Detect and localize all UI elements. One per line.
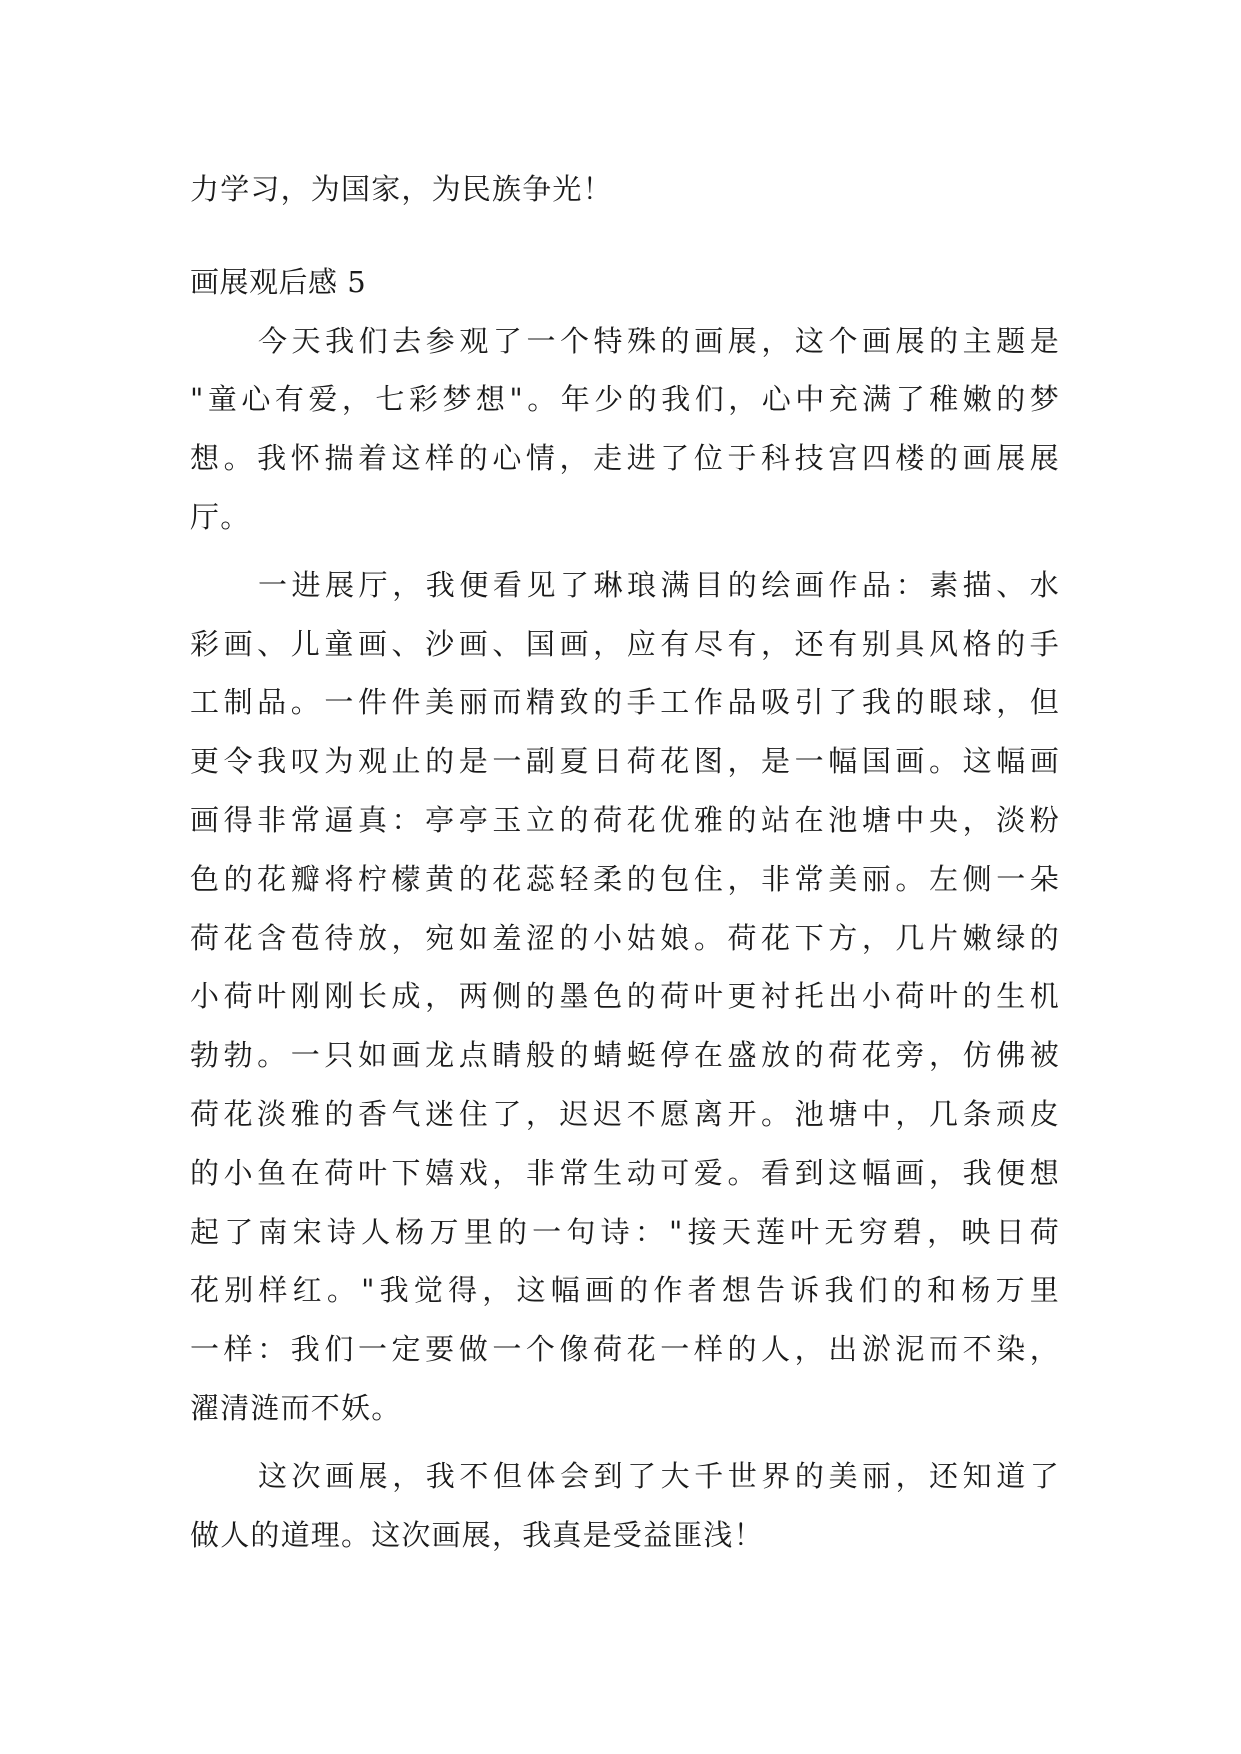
paragraph-line: 濯清涟而不妖。 (190, 1390, 402, 1425)
paragraph-3 (190, 1447, 1060, 1565)
paragraph-line: 一样：我们一定要做一个像荷花一样的人，出淤泥而不染， (190, 1332, 1060, 1367)
spacer (190, 547, 1060, 556)
paragraph-line: 厅。 (190, 499, 251, 534)
paragraph-line: 想。我怀揣着这样的心情，走进了位于科技宫四楼的画展展 (190, 441, 1060, 476)
paragraph-line: 更令我叹为观止的是一副夏日荷花图，是一幅国画。这幅画 (190, 744, 1060, 779)
paragraph-2 (190, 556, 1060, 1438)
paragraph-line: 小荷叶刚刚长成，两侧的墨色的荷叶更衬托出小荷叶的生机 (190, 979, 1060, 1014)
spacer (190, 219, 1060, 253)
paragraph-line: 色的花瓣将柠檬黄的花蕊轻柔的包住，非常美丽。左侧一朵 (190, 861, 1060, 896)
document-body (190, 160, 1060, 1564)
paragraph-line: 的小鱼在荷叶下嬉戏，非常生动可爱。看到这幅画，我便想 (190, 1155, 1060, 1190)
paragraph-line: 起了南宋诗人杨万里的一句诗："接天莲叶无穷碧，映日荷 (190, 1214, 1060, 1249)
paragraph-line: 勃勃。一只如画龙点睛般的蜻蜓停在盛放的荷花旁，仿佛被 (190, 1038, 1060, 1073)
paragraph-1 (190, 312, 1060, 547)
section-title: 画展观后感 5 (190, 264, 367, 299)
paragraph-line: 荷花含苞待放，宛如羞涩的小姑娘。荷花下方，几片嫩绿的 (190, 920, 1060, 955)
paragraph-line: 花别样红。"我觉得，这幅画的作者想告诉我们的和杨万里 (190, 1273, 1060, 1308)
paragraph-line: 彩画、儿童画、沙画、国画，应有尽有，还有别具风格的手 (190, 626, 1060, 661)
spacer (190, 1438, 1060, 1447)
paragraph-line: 一进展厅，我便看见了琳琅满目的绘画作品：素描、水 (258, 567, 1060, 602)
paragraph-line: 做人的道理。这次画展，我真是受益匪浅！ (190, 1517, 764, 1552)
paragraph-line: 这次画展，我不但体会到了大千世界的美丽，还知道了 (258, 1458, 1060, 1493)
paragraph-line: 工制品。一件件美丽而精致的手工作品吸引了我的眼球，但 (190, 685, 1060, 720)
paragraph-line: 画得非常逼真：亭亭玉立的荷花优雅的站在池塘中央，淡粉 (190, 802, 1060, 837)
paragraph-line: "童心有爱，七彩梦想"。年少的我们，心中充满了稚嫩的梦 (190, 382, 1060, 417)
paragraph-line: 今天我们去参观了一个特殊的画展，这个画展的主题是 (258, 323, 1060, 358)
continuation-line: 力学习，为国家，为民族争光！ (190, 172, 613, 206)
paragraph-line: 荷花淡雅的香气迷住了，迟迟不愿离开。池塘中，几条顽皮 (190, 1096, 1060, 1131)
